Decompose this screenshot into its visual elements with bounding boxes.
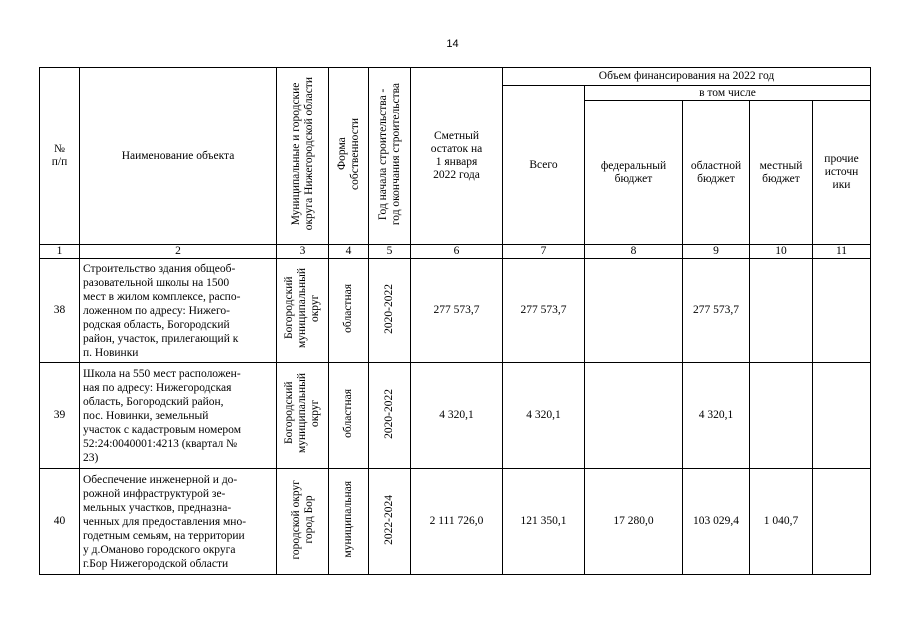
header-estimate: Сметный остаток на 1 января 2022 года [411, 68, 503, 245]
column-number: 8 [585, 245, 683, 259]
table-row [40, 259, 871, 363]
row-municipality: Богородский муниципальный округ [277, 259, 329, 363]
header-including: в том числе [585, 86, 871, 101]
row-years: 2022-2024 [369, 469, 411, 575]
table-row [40, 363, 871, 469]
column-number: 9 [683, 245, 750, 259]
row-regional: 103 029,4 [683, 469, 750, 575]
row-num: 40 [40, 469, 80, 575]
header-total: Всего [503, 86, 585, 245]
header-other: прочие источн ики [813, 101, 871, 245]
row-regional: 277 573,7 [683, 259, 750, 363]
header-regional: областной бюджет [683, 101, 750, 245]
row-ownership: областная [329, 259, 369, 363]
row-total: 121 350,1 [503, 469, 585, 575]
header-federal: федеральный бюджет [585, 101, 683, 245]
row-name: Обеспечение инженерной и до- рожной инфраструктурой зе- мельных участков, предназна- ченных для предоставления мно- годетным семьям, на территории у д.Оманово городского округа г.Бор Нижегородской области [80, 469, 277, 575]
header-municipality: Муниципальные и городские округа Нижегородской области [277, 68, 329, 245]
header-num: № п/п [40, 68, 80, 245]
row-years: 2020-2022 [369, 363, 411, 469]
row-other [813, 469, 871, 575]
header-local: местный бюджет [750, 101, 813, 245]
row-estimate: 2 111 726,0 [411, 469, 503, 575]
page-number: 14 [446, 38, 459, 50]
row-federal [585, 259, 683, 363]
column-number: 3 [277, 245, 329, 259]
row-ownership: областная [329, 363, 369, 469]
column-number: 7 [503, 245, 585, 259]
row-num: 38 [40, 259, 80, 363]
row-federal: 17 280,0 [585, 469, 683, 575]
row-estimate: 4 320,1 [411, 363, 503, 469]
table-row [40, 469, 871, 575]
row-name: Школа на 550 мест расположен- ная по адресу: Нижегородская область, Богородский район, пос. Новинки, земельный участок с кадастровым номером 52:24:0040001:4213 (квартал № 23) [80, 363, 277, 469]
row-federal [585, 363, 683, 469]
column-number: 1 [40, 245, 80, 259]
column-number: 4 [329, 245, 369, 259]
row-municipality: Богородский муниципальный округ [277, 363, 329, 469]
column-number: 10 [750, 245, 813, 259]
row-local [750, 363, 813, 469]
header-ownership: Форма собственности [329, 68, 369, 245]
column-number-row [40, 245, 871, 259]
row-years: 2020-2022 [369, 259, 411, 363]
row-name: Строительство здания общеоб- разовательной школы на 1500 мест в жилом комплексе, распо- ложенном по адресу: Нижего- родская область, Богородский район, участок, прилегающий к п. Новинки [80, 259, 277, 363]
column-number: 5 [369, 245, 411, 259]
row-total: 277 573,7 [503, 259, 585, 363]
row-regional: 4 320,1 [683, 363, 750, 469]
row-num: 39 [40, 363, 80, 469]
row-municipality: городской округ город Бор [277, 469, 329, 575]
header-name: Наименование объекта [80, 68, 277, 245]
row-local [750, 259, 813, 363]
header-years: Год начала строительства - год окончания строительства [369, 68, 411, 245]
column-number: 2 [80, 245, 277, 259]
row-ownership: муниципальная [329, 469, 369, 575]
row-total: 4 320,1 [503, 363, 585, 469]
financing-table [39, 67, 871, 575]
row-other [813, 259, 871, 363]
column-number: 6 [411, 245, 503, 259]
row-local: 1 040,7 [750, 469, 813, 575]
row-estimate: 277 573,7 [411, 259, 503, 363]
header-row [40, 68, 871, 86]
row-other [813, 363, 871, 469]
header-funding-group: Объем финансирования на 2022 год [503, 68, 871, 86]
column-number: 11 [813, 245, 871, 259]
